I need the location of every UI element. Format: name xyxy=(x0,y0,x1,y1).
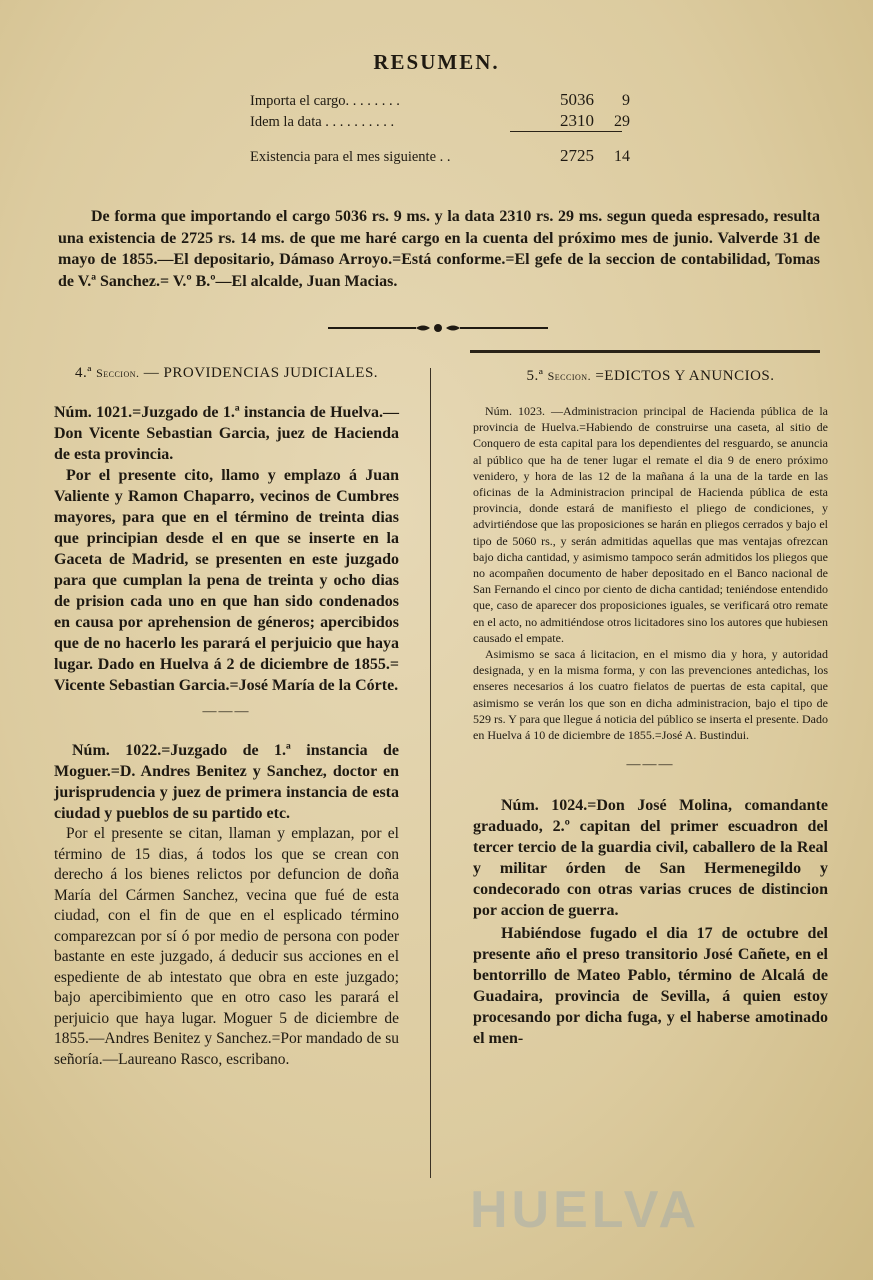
resumen-table xyxy=(250,90,630,167)
entry-1022-body: Por el presente se citan, llaman y emplazan, por el término de 15 dias, á todos los que se crean con derecho á los bienes relictos por defuncion de doña María del Cármen Sanchez, vecina que fué de esta ciudad, con el fin de que en el esplicado término comparezcan por sí ó por medio de persona con poder bastante en este juzgado, á deducir sus acciones en el espediente de ab intestato que obra en este juzgado; bajo apercibimiento que en otro caso les parará el perjuicio que haya lugar. Moguer 5 de diciembre de 1855.—Andres Benitez y Sanchez.=Por mandado de su señoría.—Laureano Rasco, escribano. xyxy=(54,825,399,1068)
section-word: Seccion. xyxy=(96,366,140,380)
entry-1021-heading: Núm. 1021.=Juzgado de 1.ª instancia de Huelva.—Don Vicente Sebastian Garcia, juez de Hacienda de esta provincia. xyxy=(54,404,399,463)
entry-1022-heading: Núm. 1022.=Juzgado de 1.ª instancia de Moguer.=D. Andres Benitez y Sanchez, doctor en jurisprudencia y juez de primera instancia de esta ciudad y pueblos de su partido etc. xyxy=(54,742,399,822)
section-word: Seccion. xyxy=(547,369,592,383)
resumen-amount: 5036 xyxy=(560,90,594,109)
sum-rule xyxy=(510,131,622,132)
entry-1024-heading: Núm. 1024.=Don José Molina, comandante graduado, 2.º capitan del primer escuadron del tercer tercio de la guardia civil, caballero de la Real y militar órden de San Hermenegildo y condecorado con otras varias cruces de distincion por accion de guerra. xyxy=(473,797,828,920)
entry-1021-body: Por el presente cito, llamo y emplazo á Juan Valiente y Ramon Chaparro, vecinos de Cumbres mayores, para que en el término de treinta dias que principian desde el en que se inserte en la Gaceta de Madrid, se presenten en este juzgado para que cumplan la pena de treinta y ocho dias de prision cada uno en que han sido condenados en causa por aprehension de géneros; apercibidos que de no hacerlo les parará el perjuicio que haya lugar. Dado en Huelva á 2 de diciembre de 1855.= Vicente Sebastian Garcia.=José María de la Córte. xyxy=(54,467,399,694)
section-5-heading xyxy=(473,368,828,385)
entry-1023-text: Núm. 1023. —Administracion principal de Hacienda pública de la provincia de Huelva.=Habiendo de construirse una caseta, al sitio de Conquero de esta capital para los dependientes del resguardo, se anuncia al público que ha de tener lugar el remate el dia 9 de enero próximo venidero, y hora de las 12 de la mañana á la una de la tarde en las oficinas de la Administracion principal de Hacienda pública de esta provincia, donde estará de manifiesto el pliego de condiciones, y advirtiéndose que las proposiciones se harán en pliegos cerrados y bajo el tipo de 5060 rs., y serán admitidas aquellas que mas ventajas ofrezcan bajo dicha cantidad, y asimismo tampoco serán admitidos los pliegos que no acompañen documento de haber depositado en el Banco nacional de San Fernando el cinco por ciento de dicha cantidad; teniéndose entendido que, caso de aparecer dos proposiciones iguales, se verificará otro remate en el acto, no admitiéndose otros licitadores sino los autores que hubiesen causado el empate. xyxy=(473,404,828,645)
separator: ——— xyxy=(626,757,675,773)
column-divider xyxy=(430,368,431,1178)
resumen-cents: 9 xyxy=(622,92,630,109)
entry-1023-text-2: Asimismo se saca á licitacion, en el mismo dia y hora, y autoridad designada, y en la misma forma, y con las prevenciones antedichas, los enseres necesarios á los cuatro fielatos de puertas de esta capital, que asimismo se verán los que son en dicha administracion, bajo el tipo de 529 rs. Y para que llegue á noticia del público se inserta el presente. Dado en Huelva á 10 de diciembre de 1855.=José A. Bustindui. xyxy=(473,647,828,743)
section-title: =EDICTOS Y ANUNCIOS. xyxy=(595,368,775,384)
resumen-cents: 29 xyxy=(614,113,630,130)
resumen-label: Idem la data . . . . . . . . . . xyxy=(250,114,395,130)
resumen-amount: 2310 xyxy=(560,111,594,130)
section-4-heading xyxy=(54,365,399,382)
library-watermark: HUELVA xyxy=(470,1181,701,1239)
resumen-row-cargo xyxy=(250,90,630,111)
section-number: 4.ª xyxy=(74,365,92,381)
left-column xyxy=(54,365,399,1070)
resumen-row-existencia xyxy=(250,146,630,167)
ornament-divider-icon xyxy=(328,322,548,334)
right-column-top-rule xyxy=(470,350,820,353)
resumen-label: Importa el cargo. . . . . . . . xyxy=(250,93,400,109)
resumen-cents: 14 xyxy=(614,148,630,165)
resumen-amount: 2725 xyxy=(560,146,594,165)
section-number: 5.ª xyxy=(526,368,544,384)
resumen-label: Existencia para el mes siguiente . . xyxy=(250,149,451,165)
separator: ——— xyxy=(202,704,251,719)
right-column xyxy=(473,368,828,1049)
resumen-title: RESUMEN. xyxy=(373,50,500,74)
resumen-paragraph: De forma que importando el cargo 5036 rs. 9 ms. y la data 2310 rs. 29 ms. segun queda espresado, resulta una existencia de 2725 rs. 14 ms. de que me haré cargo en la cuenta del próximo mes de junio. Valverde 31 de mayo de 1855.—El depositario, Dámaso Arroyo.=Está conforme.=El gefe de la seccion de contabilidad, Tomas de V.ª Sanchez.= V.º B.º—El alcalde, Juan Macias. xyxy=(58,208,820,290)
resumen-row-data xyxy=(250,111,630,132)
section-title: — PROVIDENCIAS JUDICIALES. xyxy=(143,365,379,381)
entry-1024-body: Habiéndose fugado el dia 17 de octubre del presente año el preso transitorio José Cañete, en el bentorrillo de Mateo Pablo, término de Alcalá de Guadaira, provincia de Sevilla, á quien estoy procesando por dicha fuga, y el haberse amotinado el men- xyxy=(473,925,828,1048)
